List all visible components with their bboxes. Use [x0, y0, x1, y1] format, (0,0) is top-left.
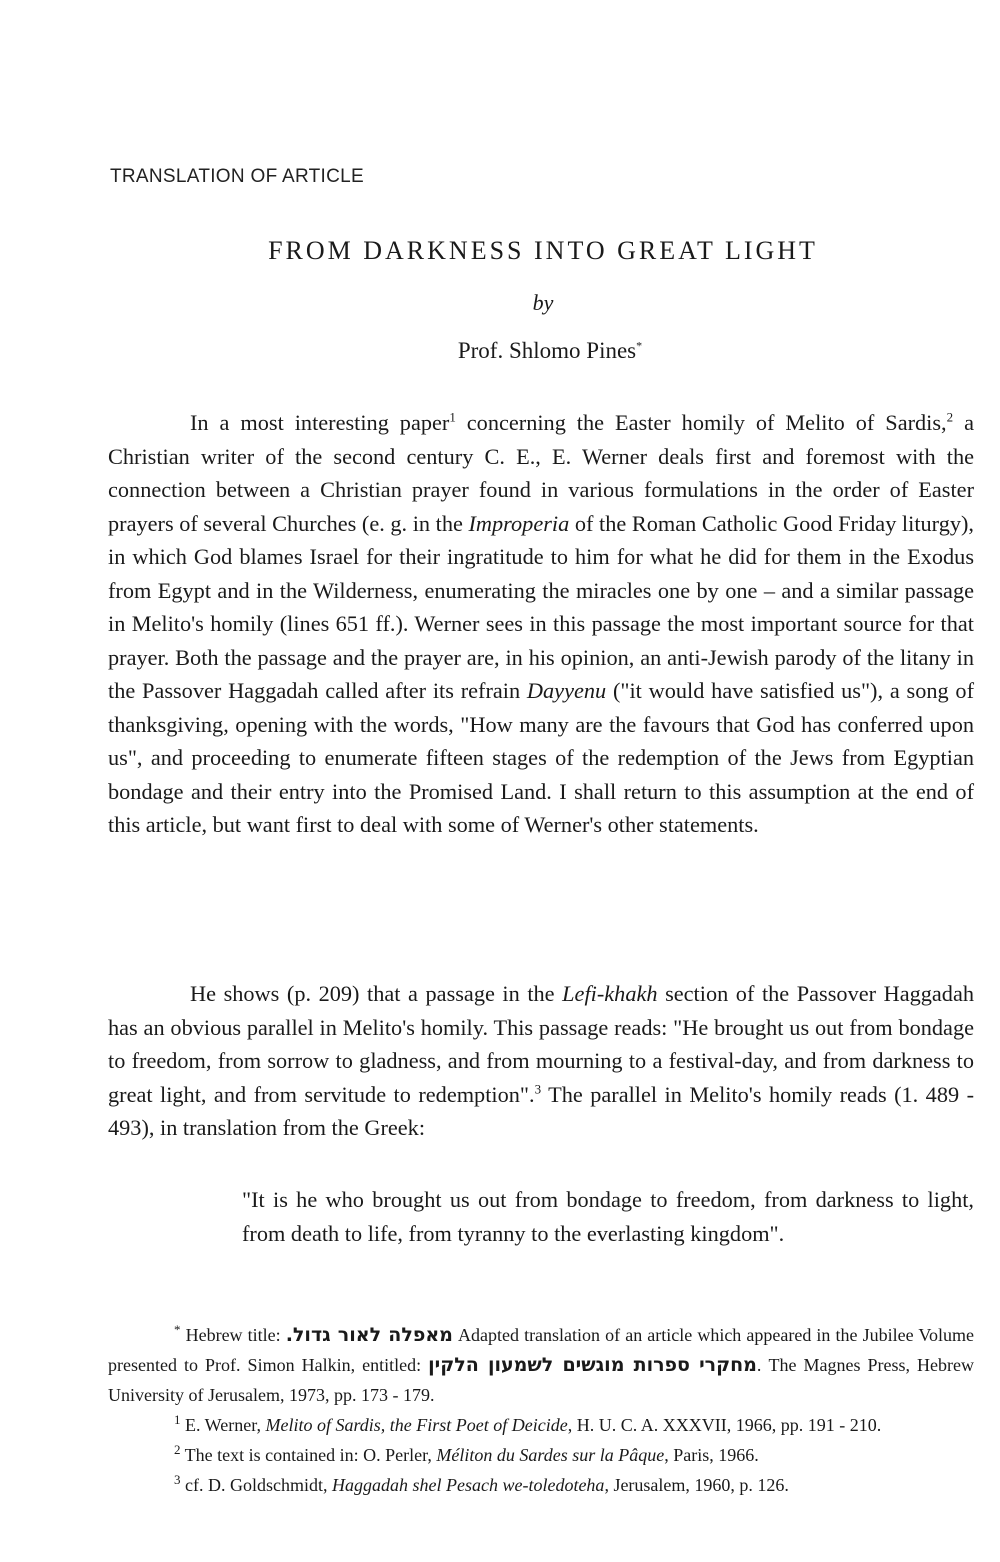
- footnote-ref-3: 3: [534, 1081, 542, 1097]
- p2-s3: The parallel in Melito's homily reads (1. 489 - 493), in translation from the Greek:: [108, 1081, 974, 1140]
- author-footnote-mark: *: [636, 338, 643, 353]
- footnote-star-text-b: Adapted translation of an article which appeared in the Jubilee Volume presented to Prof. Simon Halkin, entitled:: [108, 1325, 974, 1375]
- footnote-2-text-b: , Paris, 1966.: [664, 1445, 759, 1465]
- footnote-2-text-a: The text is contained in: O. Perler,: [180, 1445, 437, 1465]
- footnote-star-mark: *: [174, 1322, 181, 1337]
- p2-s1: He shows (p. 209) that a passage in the: [190, 981, 563, 1006]
- footnote-2-italic: Méliton du Sardes sur la Pâque: [436, 1445, 665, 1465]
- p1-s4: of the Roman Catholic Good Friday liturgy), in which God blames Israel for their ingratitude to him for what he did for them in the Exodus from Egypt and in the Wilderness, enumerating the miracles one by one – and a similar passage in Melito's homily (lines 651 ff.). Werner sees in this passage the most important source for that prayer. Both the passage and the prayer are, in his opinion, an anti-Jewish parody of the litany in the Passover Haggadah called after its refrain: [108, 510, 974, 703]
- footnote-3-text-b: , Jerusalem, 1960, p. 126.: [604, 1475, 789, 1495]
- footnote-star: [108, 1320, 974, 1410]
- footnote-star-text-a: Hebrew title:: [180, 1325, 286, 1345]
- footnote-3-italic: Haggadah shel Pesach we-toledoteha: [331, 1475, 605, 1495]
- author-name: [0, 338, 1000, 364]
- footnote-star-text-c: . The Magnes Press, Hebrew University of Jerusalem, 1973, pp. 173 - 179.: [108, 1355, 974, 1405]
- footnote-1-mark: 1: [174, 1412, 181, 1427]
- footnote-3-text-a: cf. D. Goldschmidt,: [180, 1475, 332, 1495]
- article-title: FROM DARKNESS INTO GREAT LIGHT: [268, 236, 818, 265]
- paragraph-2: [108, 977, 974, 1145]
- p1-italic-dayyenu: Dayyenu: [526, 678, 607, 703]
- p1-s2: concerning the Easter homily of Melito of Sardis,: [455, 410, 947, 435]
- hebrew-title: מאפלה לאור גדול.: [285, 1324, 453, 1346]
- paragraph-1-text: [108, 406, 974, 842]
- footnote-3-mark: 3: [174, 1472, 181, 1487]
- p1-s3: a Christian writer of the second century C. E., E. Werner deals first and foremost with the connection between a Christian prayer found in various formulations in the order of Easter prayers of several Churches (e. g. in the: [108, 410, 974, 536]
- footnote-ref-1: 1: [449, 409, 456, 425]
- footnote-1-text-a: E. Werner,: [180, 1415, 266, 1435]
- paragraph-1: [108, 406, 974, 842]
- p1-s5: ("it would have satisfied us"), a song of thanksgiving, opening with the words, "How many are the favours that God has conferred upon us", and proceeding to enumerate fifteen stages of the redemption of the Jews from Egyptian bondage and their entry into the Promised Land. I shall return to this assumption at the end of this article, but want first to deal with some of Werner's other statements.: [108, 678, 974, 837]
- paragraph-2-text: [108, 977, 974, 1145]
- byline-by: by: [532, 290, 554, 315]
- footnote-3: [108, 1470, 974, 1500]
- p2-s2: section of the Passover Haggadah has an obvious parallel in Melito's homily. This passage reads: "He brought us out from bondage to freedom, from sorrow to gladness, and from mourning to a festival-day, and from darkness to great light, and from servitude to redemption".: [108, 981, 974, 1107]
- section-label: TRANSLATION OF ARTICLE: [110, 166, 364, 187]
- author-text: Prof. Shlomo Pines: [457, 338, 637, 363]
- footnote-1-text-b: , H. U. C. A. XXXVII, 1966, pp. 191 - 210.: [567, 1415, 882, 1435]
- footnote-1-italic: Melito of Sardis, the First Poet of Deicide: [265, 1415, 568, 1435]
- footnote-1: [108, 1410, 974, 1440]
- p2-italic-lefi-khakh: Lefi-khakh: [562, 981, 658, 1006]
- footnote-2: [108, 1440, 974, 1470]
- footnote-2-mark: 2: [174, 1442, 181, 1457]
- p1-italic-improperia: Improperia: [468, 510, 570, 536]
- footnote-ref-2: 2: [946, 409, 954, 425]
- hebrew-volume-title: מחקרי ספרות מוגשים לשמעון הלקין: [428, 1354, 757, 1376]
- block-quote: "It is he who brought us out from bondage to freedom, from darkness to light, from death to life, from tyranny to the everlasting kingdom".: [242, 1187, 974, 1246]
- p1-s1: In a most interesting paper: [190, 410, 450, 435]
- footnotes: [108, 1320, 974, 1500]
